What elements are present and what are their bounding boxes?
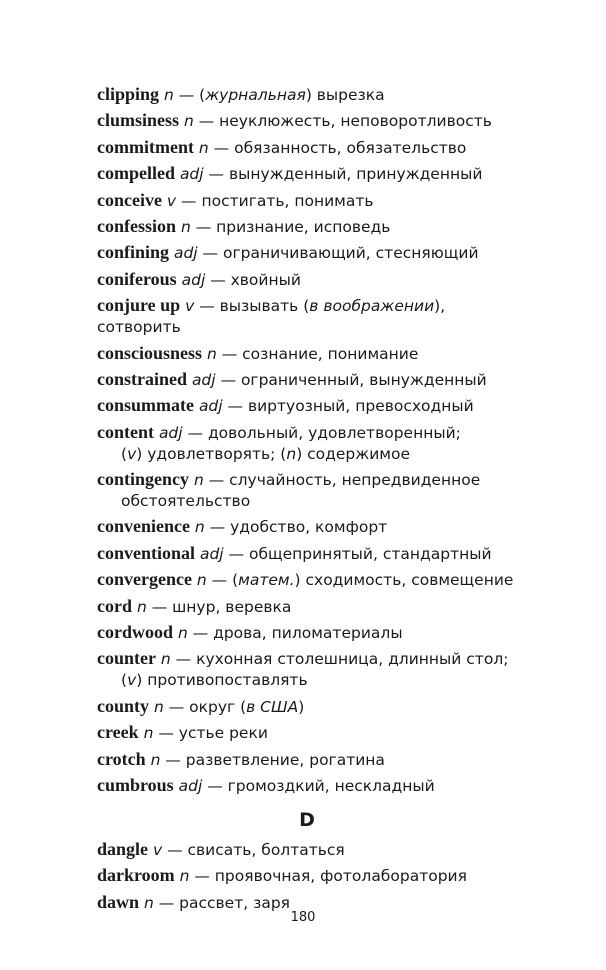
part-of-speech: adj [191,370,216,389]
dictionary-entry [97,516,517,538]
part-of-speech: adj [178,776,203,795]
headword: counter [97,648,156,669]
headword: conceive [97,189,162,210]
dictionary-entry [97,110,517,132]
part-of-speech: adj [199,544,224,563]
translation-text: — ( [173,86,206,104]
headword: constrained [97,368,187,389]
headword: content [97,421,154,442]
part-of-speech: adj [198,397,223,416]
translation-text: ) сходимость, совмещение [294,571,514,590]
translation-text: — разветвление, рогатина [160,750,385,769]
translation-text: — неуклюжесть, неповоротливость [193,112,492,131]
dictionary-entry [97,84,517,106]
part-of-speech: adj [181,270,206,289]
dictionary-entry [97,622,517,644]
headword: cumbrous [97,774,174,795]
translation-text: — ограниченный, вынужденный [215,370,487,389]
part-of-speech: adj [158,423,183,442]
part-of-speech: n [163,86,174,104]
part-of-speech: n [160,650,171,669]
part-of-speech: v [185,297,195,316]
translation-text: ( [121,671,128,690]
translation-text: — рассвет, заря [153,893,290,912]
part-of-speech: adj [173,244,198,263]
dictionary-entry [97,137,517,159]
part-of-speech: n [206,344,217,363]
dictionary-entry [97,543,517,565]
part-of-speech: n [180,217,191,236]
dictionary-entry [97,749,517,771]
translation-text: — устье реки [153,724,268,743]
translation-text: — удобство, комфорт [204,518,388,537]
headword: confining [97,242,170,263]
dictionary-entry [97,696,517,718]
dictionary-entry [97,422,517,465]
part-of-speech: n [179,867,190,886]
italic-note: матем. [238,571,295,590]
headword: consciousness [97,342,203,363]
dictionary-entry [97,648,517,691]
dictionary-entry [97,596,517,618]
headword: darkroom [97,865,175,886]
headword: coniferous [97,268,177,289]
headword: crotch [97,748,146,769]
translation-text: — проявочная, фотолаборатория [189,867,467,886]
headword: confession [97,215,177,236]
translation-text: — хвойный [205,270,301,289]
italic-note: n [286,444,297,463]
part-of-speech: n [136,597,147,616]
dictionary-entry [97,216,517,238]
translation-text: — вынужденный, принужденный [203,165,483,184]
part-of-speech: n [198,138,209,157]
entry-continuation [97,670,517,691]
part-of-speech: n [193,471,204,490]
headword: dawn [97,891,140,912]
headword: compelled [97,163,175,184]
headword: consummate [97,395,194,416]
dictionary-entry [97,242,517,264]
translation-text: — дрова, пиломатериалы [187,624,403,643]
translation-text: — громоздкий, нескладный [202,776,435,795]
headword: cordwood [97,622,173,643]
dictionary-entry [97,722,517,744]
headword: creek [97,722,139,743]
translation-text: обстоятельство [121,492,251,511]
headword: county [97,695,150,716]
headword: clumsiness [97,110,180,131]
translation-text: ) [298,697,305,716]
dictionary-entry [97,269,517,291]
part-of-speech: n [196,571,207,590]
entries-list-c [97,84,517,797]
entry-continuation [97,491,517,512]
part-of-speech: n [183,112,194,131]
part-of-speech: n [194,518,205,537]
translation-text: — сознание, понимание [216,344,419,363]
translation-text: — ограничивающий, стесняющий [197,244,479,263]
italic-note: v [127,671,137,690]
dictionary-entry [97,190,517,212]
dictionary-page [97,84,517,918]
part-of-speech: v [166,191,177,210]
section-letter-d: D [299,808,315,831]
italic-note: журнальная [205,86,306,104]
italic-note: в воображении [309,297,435,316]
dictionary-entry [97,295,517,338]
dictionary-entry [97,369,517,391]
italic-note: в США [246,697,299,716]
italic-note: v [127,444,137,463]
part-of-speech: n [150,750,161,769]
translation-text: — ( [206,571,239,590]
part-of-speech: n [177,624,188,643]
dictionary-entry [97,395,517,417]
translation-text: ) вырезка [305,86,385,104]
entry-continuation [97,444,517,465]
translation-text: — обязанность, обязательство [208,138,467,157]
headword: clipping [97,84,160,104]
dictionary-entry [97,569,517,591]
translation-text: — округ ( [163,697,247,716]
headword: conjure up [97,295,181,316]
translation-text: ) противопоставлять [136,671,308,690]
part-of-speech: n [143,724,154,743]
headword: conventional [97,542,196,563]
entries-list-d [97,839,517,914]
part-of-speech: v [152,840,163,859]
headword: convenience [97,516,190,537]
translation-text: — свисать, болтаться [162,840,345,859]
headword: commitment [97,136,194,157]
headword: contingency [97,469,189,490]
translation-text: — случайность, непредвиденное [203,471,481,490]
part-of-speech: adj [179,165,204,184]
part-of-speech: n [153,697,164,716]
dictionary-entry [97,839,517,861]
translation-text: ) содержимое [296,444,411,463]
translation-text: ), сотворить [97,297,446,337]
translation-text: — общепринятый, стандартный [223,544,492,563]
dictionary-entry [97,775,517,797]
translation-text: — шнур, веревка [146,597,292,616]
page-number: 180 [290,910,316,925]
dictionary-entry [97,343,517,365]
dictionary-entry [97,469,517,512]
translation-text: ( [121,444,128,463]
dictionary-entry [97,163,517,185]
translation-text: — довольный, удовлетворенный; [182,423,461,442]
headword: cord [97,595,132,616]
translation-text: — виртуозный, превосходный [222,397,474,416]
translation-text: — кухонная столешница, длинный стол; [170,650,509,669]
translation-text: — вызывать ( [194,297,310,316]
headword: dangle [97,838,149,859]
translation-text: — постигать, понимать [176,191,374,210]
part-of-speech: n [143,893,154,912]
dictionary-entry [97,865,517,887]
translation-text: ) удовлетворять; ( [136,444,287,463]
headword: convergence [97,569,192,590]
translation-text: — признание, исповедь [190,217,391,236]
